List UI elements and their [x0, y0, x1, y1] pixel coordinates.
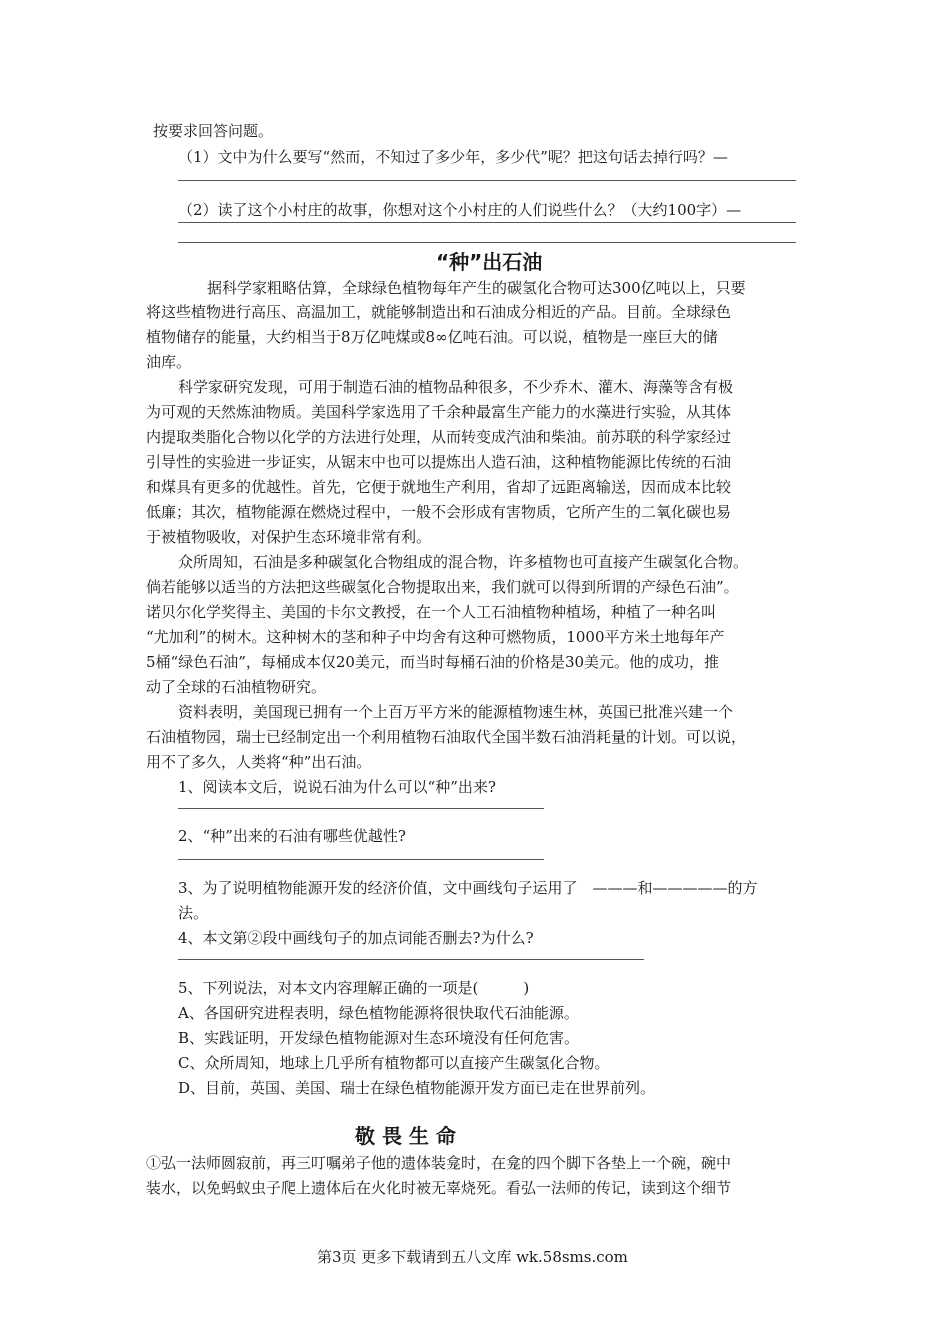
article-title: 敬 畏 生 命 [355, 1124, 456, 1148]
question-4: 4、本文第②段中画线句子的加点词能否删去?为什么? [178, 929, 534, 947]
intro-question-1: （1）文中为什么要写“然而，不知过了多少年，多少代”呢？把这句话去掉行吗？— [178, 148, 728, 166]
paragraph-line: 石油植物园，瑞士已经制定出一个利用植物石油取代全国半数石油消耗量的计划。可以说， [146, 728, 747, 746]
question-3: 3、为了说明植物能源开发的经济价值，文中画线句子运用了 ———和—————的方 [178, 879, 758, 897]
option-d: D、目前，英国、美国、瑞士在绿色植物能源开发方面已走在世界前列。 [178, 1079, 656, 1097]
answer-line [178, 180, 796, 181]
paragraph-line: 5桶“绿色石油”，每桶成本仅20美元，而当时每桶石油的价格是30美元。他的成功，推 [146, 653, 720, 671]
option-a: A、各国研究进程表明，绿色植物能源将很快取代石油能源。 [178, 1004, 579, 1022]
paragraph-line: 引导性的实验进一步证实，从锯末中也可以提炼出人造石油，这种植物能源比传统的石油 [146, 453, 732, 471]
paragraph-line: 据科学家粗略估算，全球绿色植物每年产生的碳氢化合物可达300亿吨以上，只要 [207, 279, 746, 297]
paragraph-line: 植物储存的能量，大约相当于8万亿吨煤或8∞亿吨石油。可以说，植物是一座巨大的储 [146, 328, 718, 346]
question-2: 2、“种”出来的石油有哪些优越性? [178, 827, 406, 845]
paragraph-line: “尤加利”的树木。这种树木的茎和种子中均舍有这种可燃物质，1000平方米土地每年产 [146, 628, 725, 646]
answer-line [178, 959, 644, 960]
question-1: 1、阅读本文后，说说石油为什么可以“种”出来? [178, 778, 496, 796]
option-c: C、众所周知，地球上几乎所有植物都可以直接产生碳氢化合物。 [178, 1054, 610, 1072]
question-5: 5、下列说法，对本文内容理解正确的一项是( ) [178, 979, 530, 997]
answer-line [178, 859, 544, 860]
paragraph-line: 用不了多久，人类将“种”出石油。 [146, 753, 372, 771]
instruction-text: 按要求回答问题。 [153, 122, 274, 140]
paragraph-line: ①弘一法师圆寂前，再三叮嘱弟子他的遗体装龛时，在龛的四个脚下各垫上一个碗，碗中 [146, 1154, 732, 1172]
paragraph-line: 资料表明，美国现已拥有一个上百万平方米的能源植物速生林，英国已批准兴建一个 [178, 703, 734, 721]
paragraph-line: 和煤具有更多的优越性。首先，它便于就地生产利用，省却了远距离输送，因而成本比较 [146, 478, 732, 496]
answer-line [178, 808, 544, 809]
page-footer: 第3页 更多下载请到五八文库 wk.58sms.com [317, 1248, 628, 1266]
paragraph-line: 倘若能够以适当的方法把这些碳氢化合物提取出来，我们就可以得到所谓的产绿色石油”。 [146, 578, 739, 596]
paragraph-line: 为可观的天然炼油物质。美国科学家选用了千余种最富生产能力的水藻进行实验，从其体 [146, 403, 732, 421]
paragraph-line: 装水，以免蚂蚁虫子爬上遗体后在火化时被无辜烧死。看弘一法师的传记，读到这个细节 [146, 1179, 732, 1197]
paragraph-line: 动了全球的石油植物研究。 [146, 678, 327, 696]
paragraph-line: 于被植物吸收，对保护生态环境非常有利。 [146, 528, 432, 546]
paragraph-line: 油库。 [146, 353, 192, 371]
paragraph-line: 众所周知，石油是多种碳氢化合物组成的混合物，许多植物也可直接产生碳氢化合物。 [178, 553, 749, 571]
intro-question-2: （2）读了这个小村庄的故事，你想对这个小村庄的人们说些什么？（大约100字）— [178, 201, 742, 219]
paragraph-line: 内提取类脂化合物以化学的方法进行处理，从而转变成汽油和柴油。前苏联的科学家经过 [146, 428, 732, 446]
paragraph-line: 将这些植物进行高压、高温加工，就能够制造出和石油成分相近的产品。目前。全球绿色 [146, 303, 732, 321]
question-3-continued: 法。 [178, 904, 209, 922]
paragraph-line: 低廉；其次，植物能源在燃烧过程中，一般不会形成有害物质，它所产生的二氧化碳也易 [146, 503, 732, 521]
answer-line [178, 242, 796, 243]
option-b: B、实践证明，开发绿色植物能源对生态环境没有任何危害。 [178, 1029, 580, 1047]
paragraph-line: 科学家研究发现，可用于制造石油的植物品种很多，不少乔木、灌木、海藻等含有极 [178, 378, 734, 396]
answer-line [178, 222, 796, 223]
paragraph-line: 诺贝尔化学奖得主、美国的卡尔文教授，在一个人工石油植物种植场，种植了一种名叫 [146, 603, 717, 621]
article-title: “种”出石油 [436, 250, 543, 274]
